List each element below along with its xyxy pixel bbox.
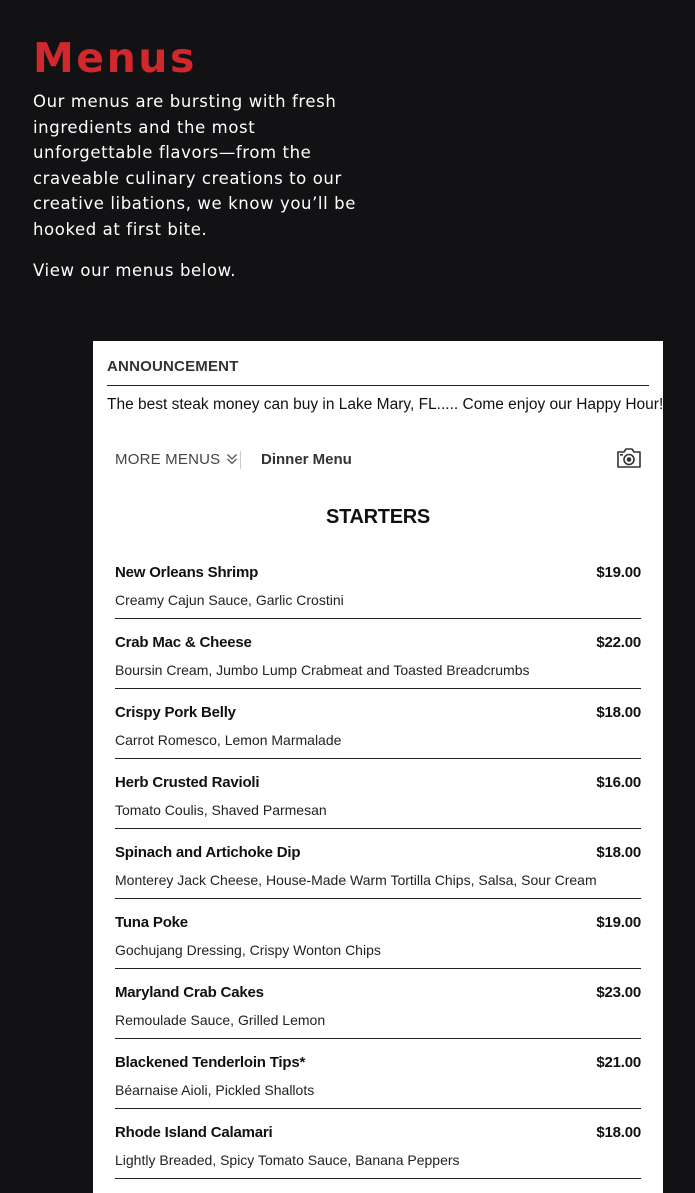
announcement-text: The best steak money can buy in Lake Mary, FL..... Come enjoy our Happy Hour! <box>107 396 664 413</box>
menu-item[interactable] <box>115 969 641 1039</box>
current-menu-tab[interactable]: Dinner Menu <box>261 451 352 468</box>
chevron-down-icon <box>226 452 238 470</box>
menu-item-name: Rhode Island Calamari <box>115 1124 273 1141</box>
menu-item[interactable] <box>115 829 641 899</box>
menu-bar-divider <box>240 451 241 469</box>
menu-item[interactable] <box>115 1109 641 1179</box>
menu-item-name: Crispy Pork Belly <box>115 704 236 721</box>
menu-item-name: Herb Crusted Ravioli <box>115 774 260 791</box>
menu-item-price: $18.00 <box>596 704 641 721</box>
announcement-heading: ANNOUNCEMENT <box>107 358 239 375</box>
menu-item-name: Tuna Poke <box>115 914 188 931</box>
menu-item-price: $19.00 <box>596 914 641 931</box>
menu-item-description: Lightly Breaded, Spicy Tomato Sauce, Banana Peppers <box>115 1152 460 1168</box>
menu-item-name: Spinach and Artichoke Dip <box>115 844 301 861</box>
menu-item-price: $21.00 <box>596 1054 641 1071</box>
menu-item-price: $23.00 <box>596 984 641 1001</box>
menu-item-name: Blackened Tenderloin Tips* <box>115 1054 306 1071</box>
menu-item-description: Creamy Cajun Sauce, Garlic Crostini <box>115 592 344 608</box>
menu-item-name: New Orleans Shrimp <box>115 564 259 581</box>
menu-item-price: $18.00 <box>596 1124 641 1141</box>
menu-item-description: Monterey Jack Cheese, House-Made Warm Tortilla Chips, Salsa, Sour Cream <box>115 872 597 888</box>
view-menus-text: View our menus below. <box>33 261 237 280</box>
menu-item[interactable] <box>115 689 641 759</box>
camera-icon[interactable] <box>616 447 642 469</box>
menu-item-description: Remoulade Sauce, Grilled Lemon <box>115 1012 326 1028</box>
menu-item[interactable] <box>115 549 641 619</box>
more-menus-dropdown[interactable] <box>115 451 238 470</box>
menu-item-description: Tomato Coulis, Shaved Parmesan <box>115 802 327 818</box>
menu-item-description: Béarnaise Aioli, Pickled Shallots <box>115 1082 315 1098</box>
menu-widget <box>93 341 663 1193</box>
more-menus-label: MORE MENUS <box>115 451 221 468</box>
menu-item-price: $18.00 <box>596 844 641 861</box>
intro-text: Our menus are bursting with fresh ingredients and the most unforgettable flavors—from the craveable culinary creations to our creative libations, we know you’ll be hooked at first bite. <box>33 92 356 239</box>
menu-item[interactable] <box>115 759 641 829</box>
menu-items-list <box>115 549 641 1179</box>
menu-item[interactable] <box>115 899 641 969</box>
menu-item-price: $16.00 <box>596 774 641 791</box>
announcement-divider <box>107 385 649 386</box>
menu-item-price: $22.00 <box>596 634 641 651</box>
page-title: Menus <box>33 34 197 82</box>
menu-item-name: Crab Mac & Cheese <box>115 634 252 651</box>
menu-item[interactable] <box>115 1039 641 1109</box>
menu-item-description: Carrot Romesco, Lemon Marmalade <box>115 732 342 748</box>
section-title: STARTERS <box>326 506 430 528</box>
menu-item-price: $19.00 <box>596 564 641 581</box>
menu-item-description: Gochujang Dressing, Crispy Wonton Chips <box>115 942 381 958</box>
menu-item[interactable] <box>115 619 641 689</box>
menu-item-name: Maryland Crab Cakes <box>115 984 264 1001</box>
menu-item-description: Boursin Cream, Jumbo Lump Crabmeat and Toasted Breadcrumbs <box>115 662 530 678</box>
menu-bar <box>115 449 643 473</box>
